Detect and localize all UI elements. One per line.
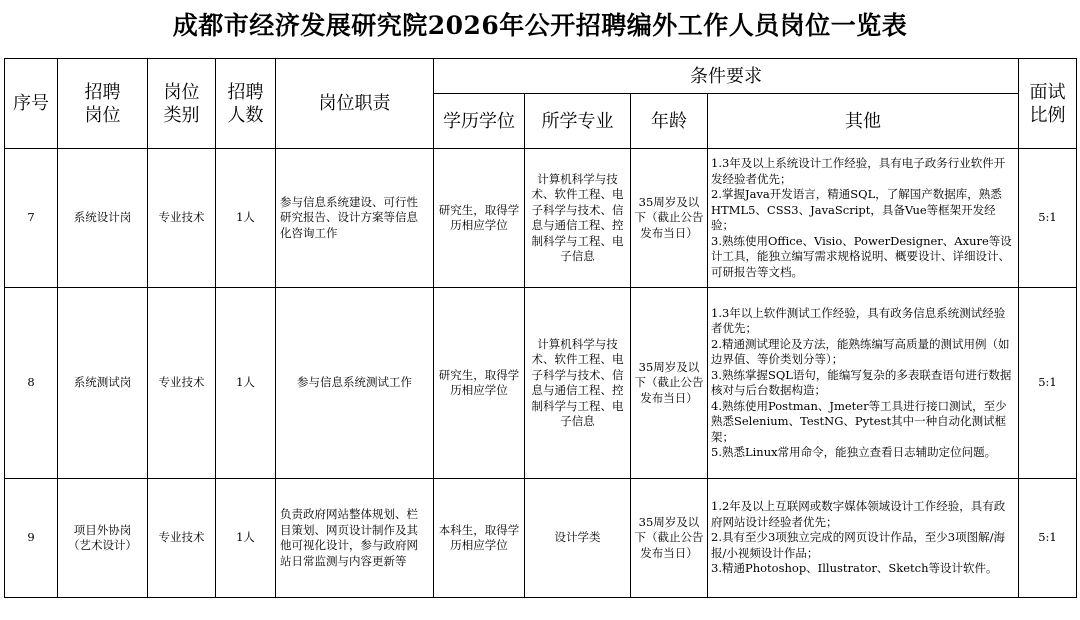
other-item: 1.3年及以上系统设计工作经验，具有电子政务行业软件开发经验者优先； [711,156,1006,186]
cell-major: 计算机科学与技术、软件工程、电子科学与技术、信息与通信工程、控制科学与工程、电子信息 [525,288,631,479]
other-item: 3.熟练掌握SQL语句，能编写复杂的多表联查语句进行数据核对与后台数据构造； [711,367,1012,397]
cell-post: 系统设计岗 [58,149,148,288]
header-duty: 岗位职责 [276,59,434,149]
header-seq: 序号 [5,59,58,149]
cell-major: 设计学类 [525,479,631,598]
cell-ratio: 5:1 [1019,149,1077,288]
cell-degree: 研究生，取得学历相应学位 [434,149,525,288]
cell-seq: 8 [5,288,58,479]
cell-category: 专业技术 [148,479,216,598]
cell-count: 1人 [216,479,276,598]
cell-degree: 本科生，取得学历相应学位 [434,479,525,598]
cell-count: 1人 [216,288,276,479]
header-count: 招聘 人数 [216,59,276,149]
cell-seq: 9 [5,479,58,598]
recruitment-table [4,58,1077,598]
other-item: 2.具有至少3项独立完成的网页设计作品，至少3项图解/海报/小视频设计作品； [711,530,1005,560]
header-other: 其他 [708,94,1019,149]
cell-age: 35周岁及以下（截止公告发布当日） [631,479,708,598]
cell-duty: 参与信息系统建设、可行性研究报告、设计方案等信息化咨询工作 [276,149,434,288]
other-item: 2.精通测试理论及方法，能熟练编写高质量的测试用例（如边界值、等价类划分等）； [711,336,1010,366]
cell-seq: 7 [5,149,58,288]
header-major: 所学专业 [525,94,631,149]
header-degree: 学历学位 [434,94,525,149]
cell-duty: 负责政府网站整体规划、栏目策划、网页设计制作及其他可视化设计，参与政府网站日常监测与内容更新等 [276,479,434,598]
cell-post: 项目外协岗 （艺术设计） [58,479,148,598]
header-post: 招聘 岗位 [58,59,148,149]
other-item: 3.熟练使用Office、Visio、PowerDesigner、Axure等设计工具，能独立编写需求规格说明、概要设计、详细设计、可研报告等文档。 [711,233,1012,279]
cell-age: 35周岁及以下（截止公告发布当日） [631,149,708,288]
cell-age: 35周岁及以下（截止公告发布当日） [631,288,708,479]
cell-post: 系统测试岗 [58,288,148,479]
cell-degree: 研究生，取得学历相应学位 [434,288,525,479]
cell-other [708,288,1019,479]
other-item: 4.熟练使用Postman、Jmeter等工具进行接口测试，至少熟悉Selenium、TestNG、Pytest其中一种自动化测试框架； [711,398,1007,444]
table-row [5,479,1077,598]
other-item: 1.2年及以上互联网或数字媒体领域设计工作经验，具有政府网站设计经验者优先； [711,499,1006,529]
cell-count: 1人 [216,149,276,288]
cell-duty: 参与信息系统测试工作 [276,288,434,479]
other-item: 5.熟悉Linux常用命令，能独立查看日志辅助定位问题。 [711,445,997,459]
cell-ratio: 5:1 [1019,288,1077,479]
cell-category: 专业技术 [148,149,216,288]
header-category: 岗位 类别 [148,59,216,149]
cell-other [708,479,1019,598]
cell-category: 专业技术 [148,288,216,479]
cell-major: 计算机科学与技术、软件工程、电子科学与技术、信息与通信工程、控制科学与工程、电子信息 [525,149,631,288]
other-item: 1.3年以上软件测试工作经验，具有政务信息系统测试经验者优先； [711,305,1006,335]
table-row [5,149,1077,288]
header-conditions: 条件要求 [434,59,1019,94]
page-title: 成都市经济发展研究院2026年公开招聘编外工作人员岗位一览表 [172,11,908,40]
cell-ratio: 5:1 [1019,479,1077,598]
other-item: 3.精通Photoshop、Illustrator、Sketch等设计软件。 [711,561,998,576]
other-item: 2.掌握Java开发语言，精通SQL，了解国产数据库，熟悉HTML5、CSS3、JavaScript，具备Vue等框架开发经验； [711,187,1002,232]
header-ratio: 面试 比例 [1019,59,1077,149]
cell-other [708,149,1019,288]
header-age: 年龄 [631,94,708,149]
table-row [5,288,1077,479]
